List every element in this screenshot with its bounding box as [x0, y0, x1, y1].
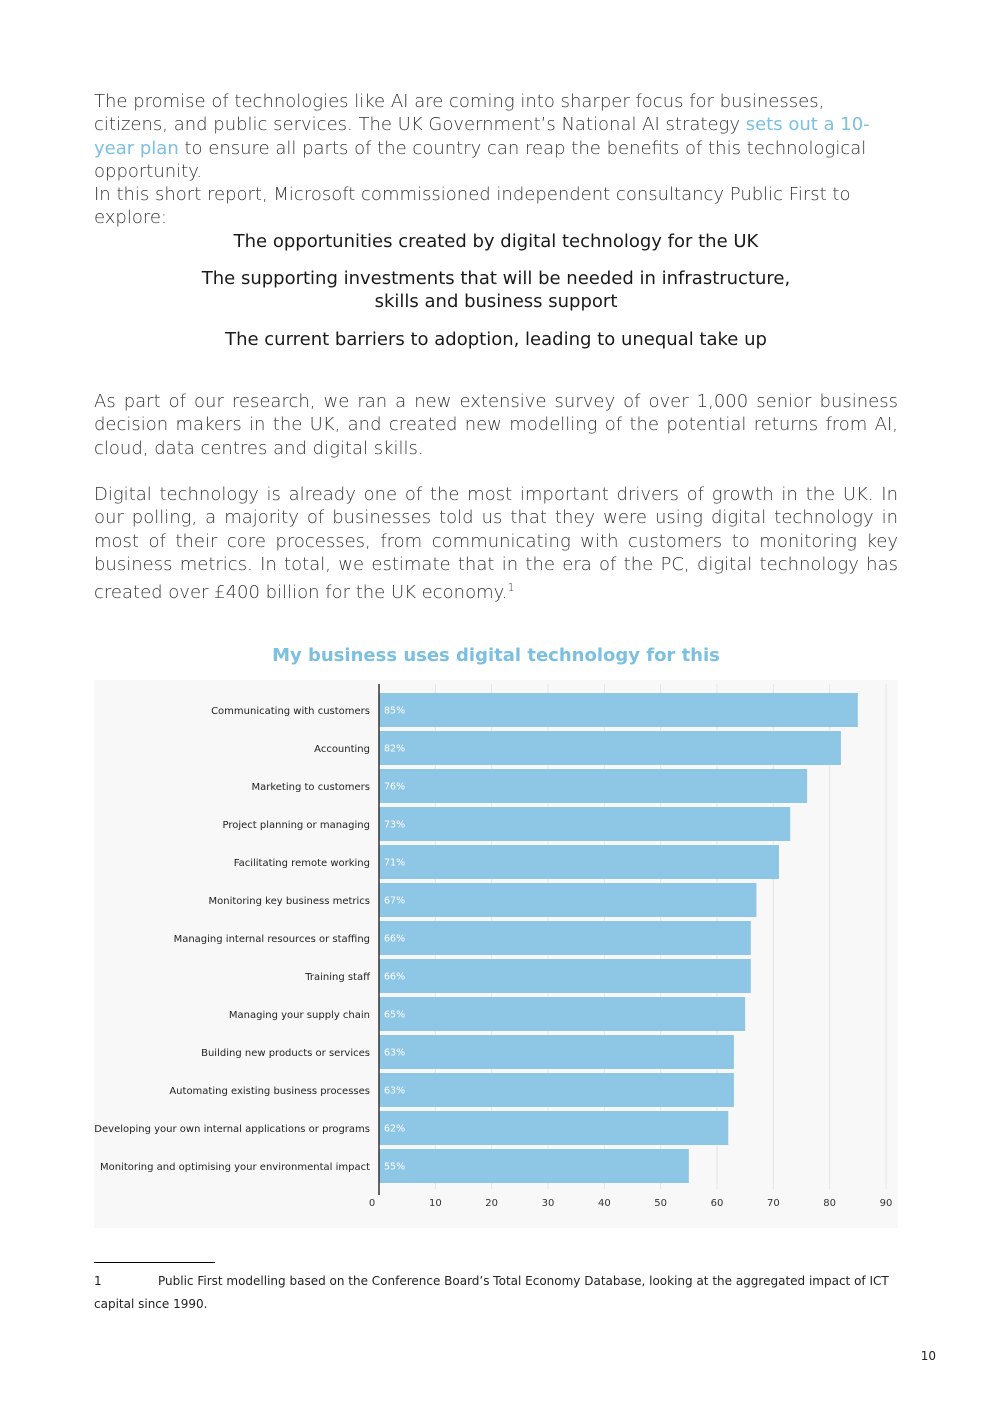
bar-data-label: 85% — [384, 705, 406, 717]
report-intro-paragraph: In this short report, Microsoft commissioned independent consultancy Public First to explore: — [94, 184, 851, 229]
category-label: Accounting — [314, 744, 370, 755]
bar — [379, 693, 858, 727]
intro-text-end: to ensure all parts of the country can reap the benefits of this technological opportunity. — [94, 137, 867, 182]
category-label: Monitoring key business metrics — [208, 896, 370, 907]
footnote-rule — [94, 1262, 215, 1263]
category-label: Communicating with customers — [211, 706, 370, 717]
footnote-text: Public First modelling based on the Conference Board’s Total Economy Database, looking at the aggregated impact of ICT capital since 1990. — [94, 1274, 889, 1311]
x-tick-label: 0 — [368, 1198, 376, 1209]
page-number: 10 — [920, 1349, 936, 1363]
footnote-number: 1 — [94, 1274, 102, 1288]
bar — [379, 1035, 734, 1069]
chart-title: My business uses digital technology for this — [272, 645, 720, 666]
bar — [379, 769, 807, 803]
category-label: Facilitating remote working — [233, 858, 370, 869]
x-tick-label: 50 — [654, 1198, 668, 1209]
category-label: Developing your own internal applications or programs — [94, 1124, 370, 1135]
growth-paragraph — [94, 483, 898, 604]
category-label: Automating existing business processes — [169, 1086, 370, 1097]
bar-data-label: 63% — [384, 1085, 406, 1097]
x-tick-label: 90 — [879, 1198, 893, 1209]
intro-text-start: The promise of technologies like AI are coming into sharper focus for businesses, citizens, and public services. The UK Government’s National AI strategy — [94, 91, 825, 136]
heading-investments — [94, 267, 898, 314]
bar-data-label: 67% — [384, 895, 406, 907]
x-tick-label: 30 — [541, 1198, 555, 1209]
x-tick-label: 10 — [428, 1198, 442, 1209]
bar-data-label: 73% — [384, 819, 406, 831]
heading-opportunities: The opportunities created by digital technology for the UK — [233, 231, 759, 252]
bar-data-label: 63% — [384, 1047, 406, 1059]
category-label: Managing your supply chain — [228, 1010, 370, 1021]
bar — [379, 997, 745, 1031]
x-tick-label: 70 — [766, 1198, 780, 1209]
bar — [379, 1111, 728, 1145]
bar-data-label: 71% — [384, 857, 406, 869]
bar-data-label: 62% — [384, 1123, 406, 1135]
bar — [379, 845, 779, 879]
bar-data-label: 82% — [384, 743, 406, 755]
x-tick-label: 20 — [485, 1198, 499, 1209]
bar-data-label: 66% — [384, 971, 406, 983]
bar-data-label: 76% — [384, 781, 406, 793]
heading-barriers: The current barriers to adoption, leading to unequal take up — [225, 329, 767, 350]
bar-data-label: 65% — [384, 1009, 406, 1021]
footnote — [94, 1270, 894, 1316]
category-label: Monitoring and optimising your environmental impact — [99, 1162, 370, 1173]
bar-data-label: 55% — [384, 1161, 406, 1173]
bar — [379, 959, 751, 993]
ai-strategy-link[interactable]: sets out a 10-year plan — [94, 114, 870, 159]
bar-chart — [94, 680, 898, 1228]
bar-data-label: 66% — [384, 933, 406, 945]
bar — [379, 883, 756, 917]
x-tick-label: 40 — [597, 1198, 611, 1209]
category-label: Building new products or services — [201, 1048, 370, 1059]
footnote-reference[interactable]: 1 — [507, 581, 515, 595]
category-label: Project planning or managing — [222, 820, 370, 831]
heading-investments-line1: The supporting investments that will be needed in infrastructure, — [201, 268, 791, 289]
x-tick-label: 60 — [710, 1198, 724, 1209]
research-paragraph: As part of our research, we ran a new extensive survey of over 1,000 senior business decision makers in the UK, and created new modelling of the potential returns from AI, cloud, data centres and digital skills. — [94, 391, 898, 459]
intro-paragraph — [94, 90, 898, 183]
bar — [379, 1149, 689, 1183]
bar — [379, 731, 841, 765]
category-label: Marketing to customers — [251, 782, 370, 793]
bar — [379, 807, 790, 841]
bar — [379, 921, 751, 955]
category-label: Training staff — [305, 972, 370, 983]
category-label: Managing internal resources or staffing — [173, 934, 370, 945]
x-tick-label: 80 — [823, 1198, 837, 1209]
bar — [379, 1073, 734, 1107]
growth-text: Digital technology is already one of the most important drivers of growth in the UK. In our polling, a majority of businesses told us that they were using digital technology in most of their core processes, from communicating with customers to monitoring key business metrics. In total, we estimate that in the era of the PC, digital technology has created over £400 billion for the UK economy. — [94, 484, 898, 604]
heading-investments-line2: skills and business support — [374, 291, 618, 313]
